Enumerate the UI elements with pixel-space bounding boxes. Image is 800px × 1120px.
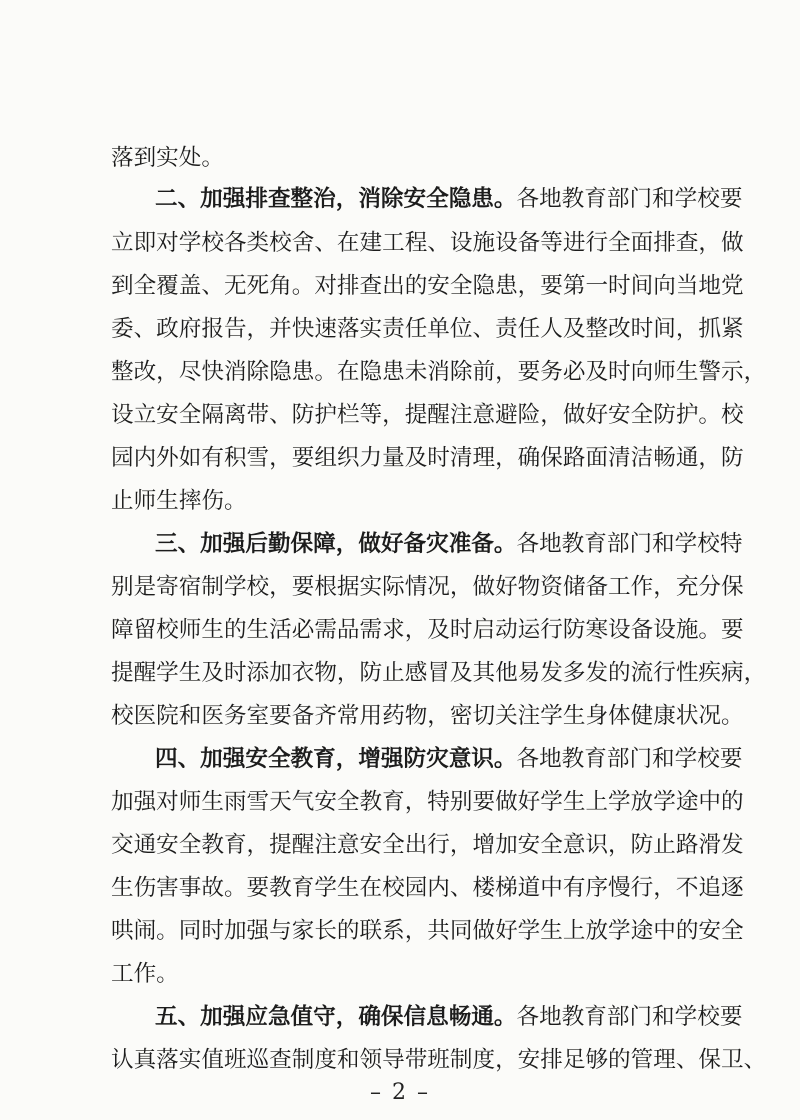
text-line: 生伤害事故。要教育学生在校园内、楼梯道中有序慢行，不追逐 [111, 875, 744, 901]
text-line: 认真落实值班巡查制度和领导带班制度，安排足够的管理、保卫、 [111, 1047, 767, 1073]
text-line: 工作。 [111, 961, 179, 987]
text-line: 提醒学生及时添加衣物，防止感冒及其他易发多发的流行性疾病， [111, 660, 767, 686]
text-line: 各地教育部门和学校要 [516, 186, 743, 212]
page-number: – 2 – [370, 1080, 430, 1105]
paragraph-first-line [155, 526, 743, 562]
section-heading: 三、加强后勤保障，做好备灾准备。 [155, 531, 517, 557]
text-line: 别是寄宿制学校，要根据实际情况，做好物资储备工作，充分保 [111, 574, 744, 600]
text-line: 委、政府报告，并快速落实责任单位、责任人及整改时间，抓紧 [111, 316, 744, 342]
section-heading: 五、加强应急值守，确保信息畅通。 [155, 1004, 517, 1030]
text-line: 整改，尽快消除隐患。在隐患未消除前，要务必及时向师生警示， [111, 359, 767, 385]
text-line: 立即对学校各类校舍、在建工程、设施设备等进行全面排查，做 [111, 230, 744, 256]
section-heading: 二、加强排查整治，消除安全隐患。 [155, 186, 517, 212]
text-line: 加强对师生雨雪天气安全教育，特别要做好学生上学放学途中的 [111, 789, 744, 815]
text-line: 各地教育部门和学校要 [516, 1004, 743, 1030]
text-line: 园内外如有积雪，要组织力量及时清理，确保路面清洁畅通，防 [111, 445, 744, 471]
paragraph-first-line [155, 741, 743, 777]
text-line: 校医院和医务室要备齐常用药物，密切关注学生身体健康状况。 [111, 703, 744, 729]
text-line: 障留校师生的生活必需品需求，及时启动运行防寒设备设施。要 [111, 617, 744, 643]
text-line: 设立安全隔离带、防护栏等，提醒注意避险，做好安全防护。校 [111, 402, 744, 428]
paragraph-first-line [155, 181, 743, 217]
text-line: 到全覆盖、无死角。对排查出的安全隐患，要第一时间向当地党 [111, 273, 744, 299]
text-line: 交通安全教育，提醒注意安全出行，增加安全意识，防止路滑发 [111, 832, 744, 858]
text-line: 落到实处。 [111, 145, 224, 171]
text-line: 哄闹。同时加强与家长的联系，共同做好学生上放学途中的安全 [111, 918, 744, 944]
text-line: 止师生摔伤。 [111, 488, 247, 514]
paragraph-first-line [155, 999, 743, 1035]
text-line: 各地教育部门和学校要 [516, 746, 743, 772]
section-heading: 四、加强安全教育，增强防灾意识。 [155, 746, 517, 772]
text-line: 各地教育部门和学校特 [516, 531, 743, 557]
